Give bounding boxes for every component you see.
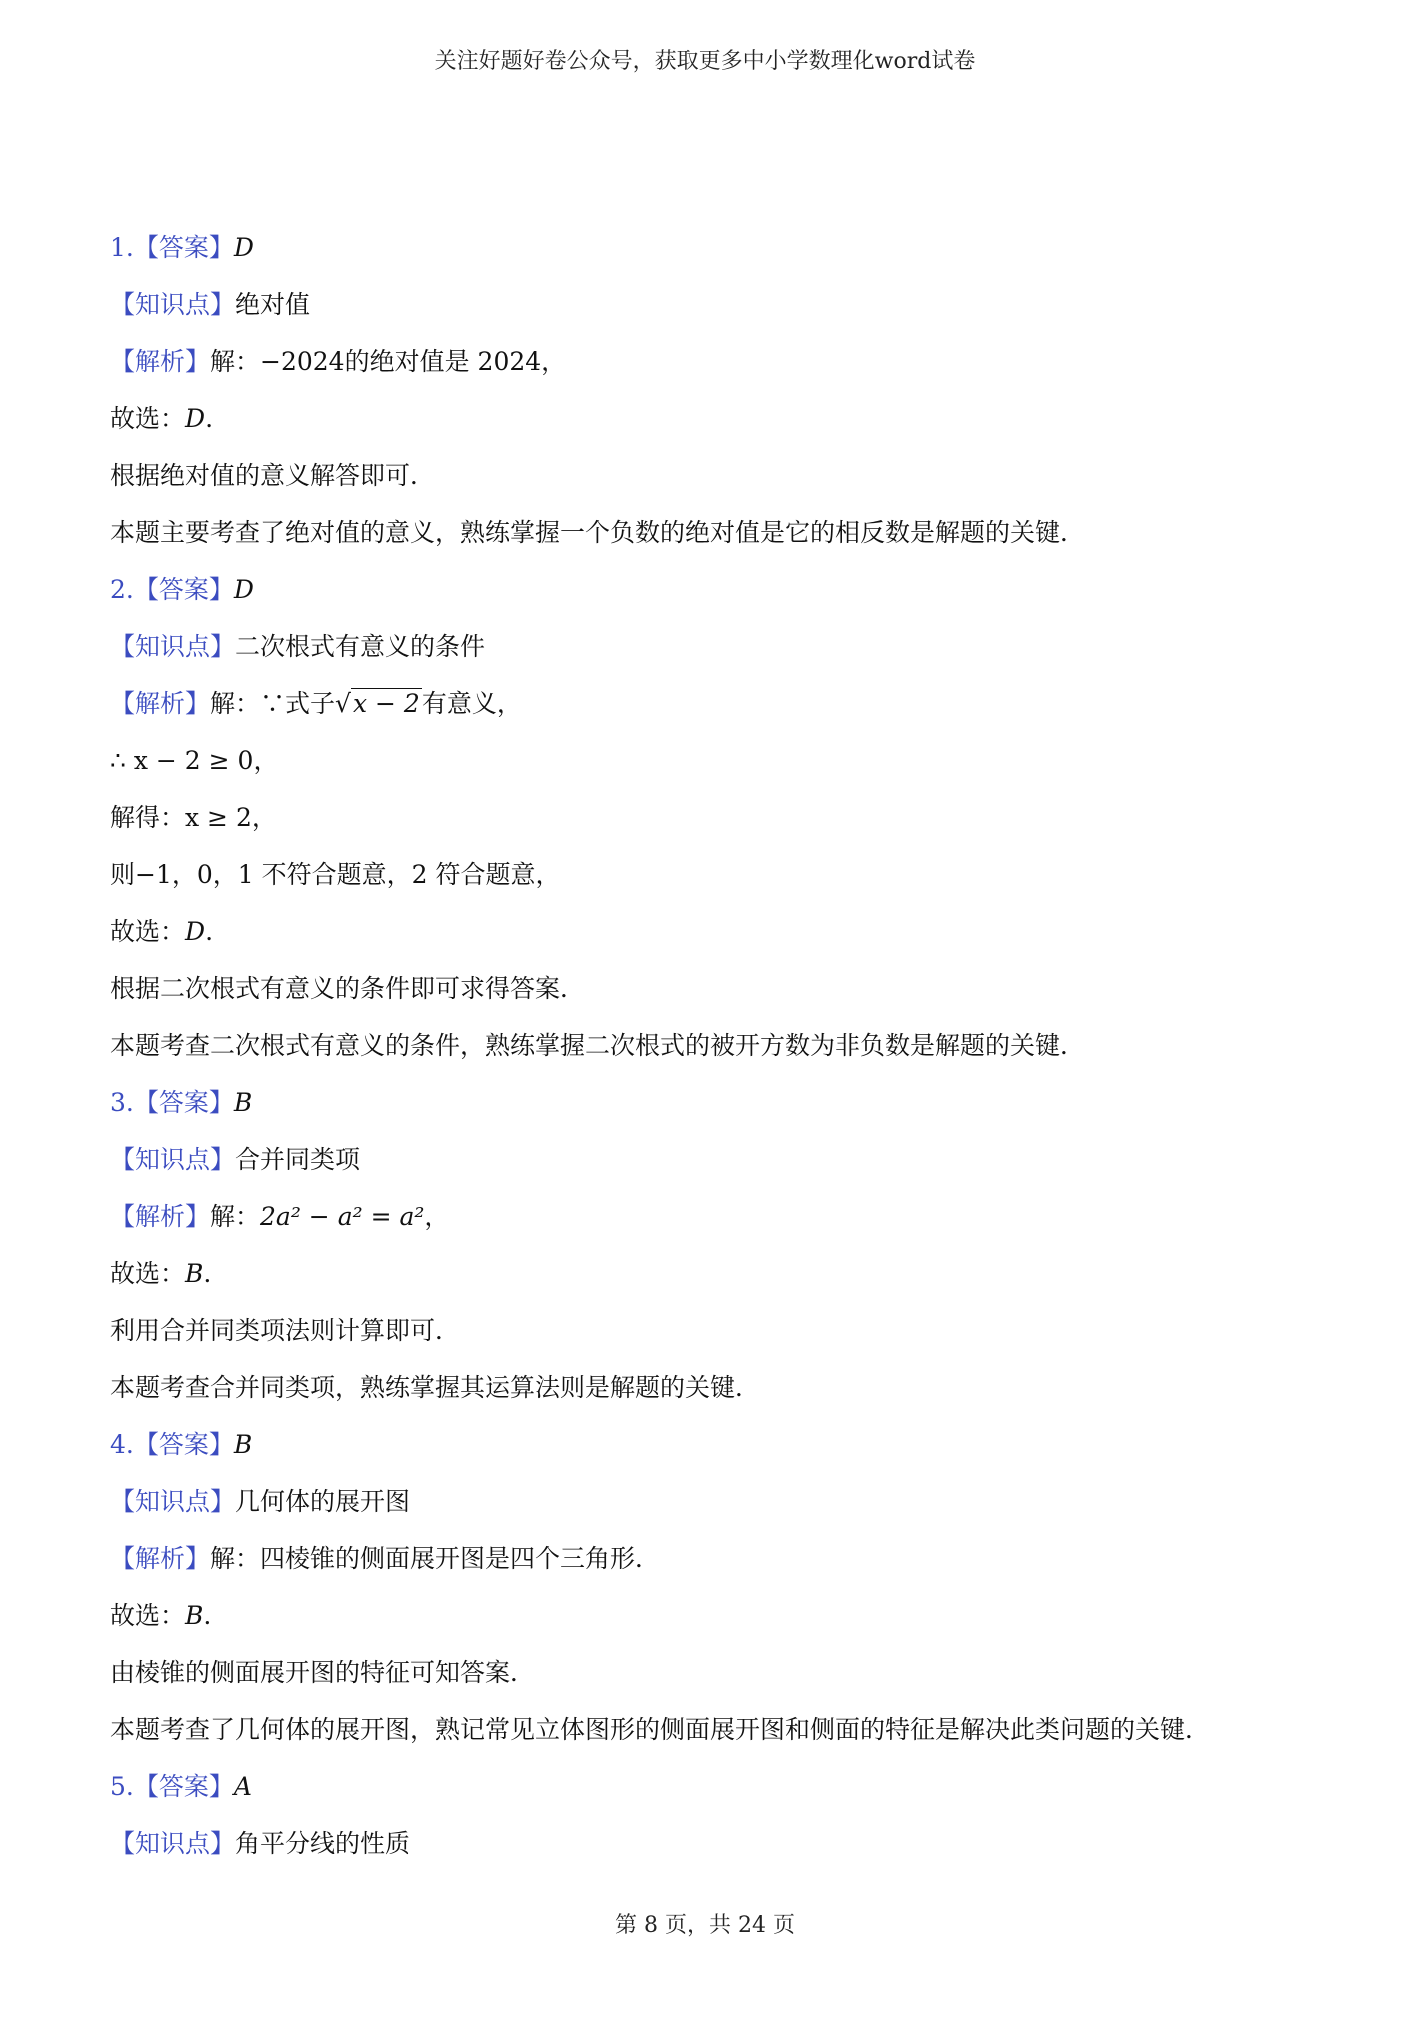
q2-analysis-b: 有意义， [421,689,522,718]
q2-radicand: x − 2 [352,689,420,718]
q4-analysis-line [110,1537,1310,1594]
q3-choose-line [110,1252,1310,1309]
q2-choose-line [110,910,1310,967]
q2-step1: ∴ x − 2 ≥ 0， [110,746,279,775]
q1-analysis-line [110,340,1310,397]
q3-choose: B [185,1259,204,1288]
choose-suffix: . [203,1259,212,1288]
q2-answer-line [110,568,1310,625]
choose-suffix: . [205,404,214,433]
q2-analysis-line [110,682,1310,739]
q4-analysis: 解：四棱锥的侧面展开图是四个三角形． [210,1544,661,1573]
q2-knowledge: 二次根式有意义的条件 [235,632,486,661]
knowledge-label: 【知识点】 [110,290,236,319]
q4-choose-line [110,1594,1310,1651]
q4-knowledge-line [110,1480,1310,1537]
q1-choose-line [110,397,1310,454]
q3-analysis-math: 2a² − a² = a² [260,1202,425,1231]
q2-step2: x ≥ 2， [185,803,277,832]
q3-knowledge: 合并同类项 [235,1145,361,1174]
analysis-label: 【解析】 [110,347,211,376]
choose-prefix: 故选： [110,1601,186,1630]
q2-analysis-a: 解：∵式子 [210,689,336,718]
q4-answer-line [110,1423,1310,1480]
answer-label: 【答案】 [133,575,234,604]
q4-choose: B [185,1601,204,1630]
q2-step2-line [110,796,1310,853]
choose-suffix: . [205,917,214,946]
q3-analysis-suffix: ， [424,1202,450,1231]
choose-suffix: . [203,1601,212,1630]
q4-method: 由棱锥的侧面展开图的特征可知答案． [110,1658,536,1687]
knowledge-label: 【知识点】 [110,632,236,661]
analysis-label: 【解析】 [110,1544,211,1573]
q1-analysis: 解：−2024的绝对值是 2024， [210,347,567,376]
q3-knowledge-line [110,1138,1310,1195]
q1-answer: D [233,233,254,262]
q2-step3: 则−1，0，1 不符合题意，2 符合题意， [110,860,561,889]
answer-label: 【答案】 [133,1772,234,1801]
q3-method: 利用合并同类项法则计算即可． [110,1316,461,1345]
q4-summary: 本题考查了几何体的展开图，熟记常见立体图形的侧面展开图和侧面的特征是解决此类问题的关键． [110,1715,1211,1744]
q5-knowledge: 角平分线的性质 [235,1829,411,1858]
sqrt-sign: √ [335,689,351,718]
knowledge-label: 【知识点】 [110,1487,236,1516]
choose-prefix: 故选： [110,917,186,946]
q5-knowledge-line [110,1822,1310,1879]
q2-method: 根据二次根式有意义的条件即可求得答案． [110,974,586,1003]
q2-summary: 本题考查二次根式有意义的条件，熟练掌握二次根式的被开方数为非负数是解题的关键． [110,1031,1086,1060]
q1-knowledge-line [110,283,1310,340]
answer-label: 【答案】 [133,1430,234,1459]
q1-method: 根据绝对值的意义解答即可． [110,461,436,490]
answer-label: 【答案】 [133,1088,234,1117]
q2-step2-prefix: 解得： [110,803,186,832]
answer-label: 【答案】 [133,233,234,262]
knowledge-label: 【知识点】 [110,1145,236,1174]
q2-answer: D [233,575,254,604]
q1-choose: D [185,404,206,433]
knowledge-label: 【知识点】 [110,1829,236,1858]
analysis-label: 【解析】 [110,1202,211,1231]
choose-prefix: 故选： [110,404,186,433]
q1-knowledge: 绝对值 [235,290,311,319]
q3-answer-line [110,1081,1310,1138]
q2-number: 2. [110,575,134,604]
q2-choose: D [185,917,206,946]
q5-number: 5. [110,1772,134,1801]
q5-answer: A [233,1772,252,1801]
q3-number: 3. [110,1088,134,1117]
q3-summary: 本题考查合并同类项，熟练掌握其运算法则是解题的关键． [110,1373,761,1402]
q5-answer-line [110,1765,1310,1822]
q1-answer-line [110,226,1310,283]
analysis-label: 【解析】 [110,689,211,718]
choose-prefix: 故选： [110,1259,186,1288]
q4-number: 4. [110,1430,134,1459]
q1-number: 1. [110,233,134,262]
document-body [110,226,1310,1879]
page-header: 关注好题好卷公众号，获取更多中小学数理化word试卷 [434,49,976,74]
q3-analysis-line [110,1195,1310,1252]
q4-knowledge: 几何体的展开图 [235,1487,411,1516]
page-footer: 第 8 页，共 24 页 [615,1913,795,1938]
q1-summary: 本题主要考查了绝对值的意义，熟练掌握一个负数的绝对值是它的相反数是解题的关键． [110,518,1086,547]
q3-analysis-prefix: 解： [210,1202,261,1231]
q4-answer: B [233,1430,253,1459]
q3-answer: B [233,1088,253,1117]
q2-knowledge-line [110,625,1310,682]
